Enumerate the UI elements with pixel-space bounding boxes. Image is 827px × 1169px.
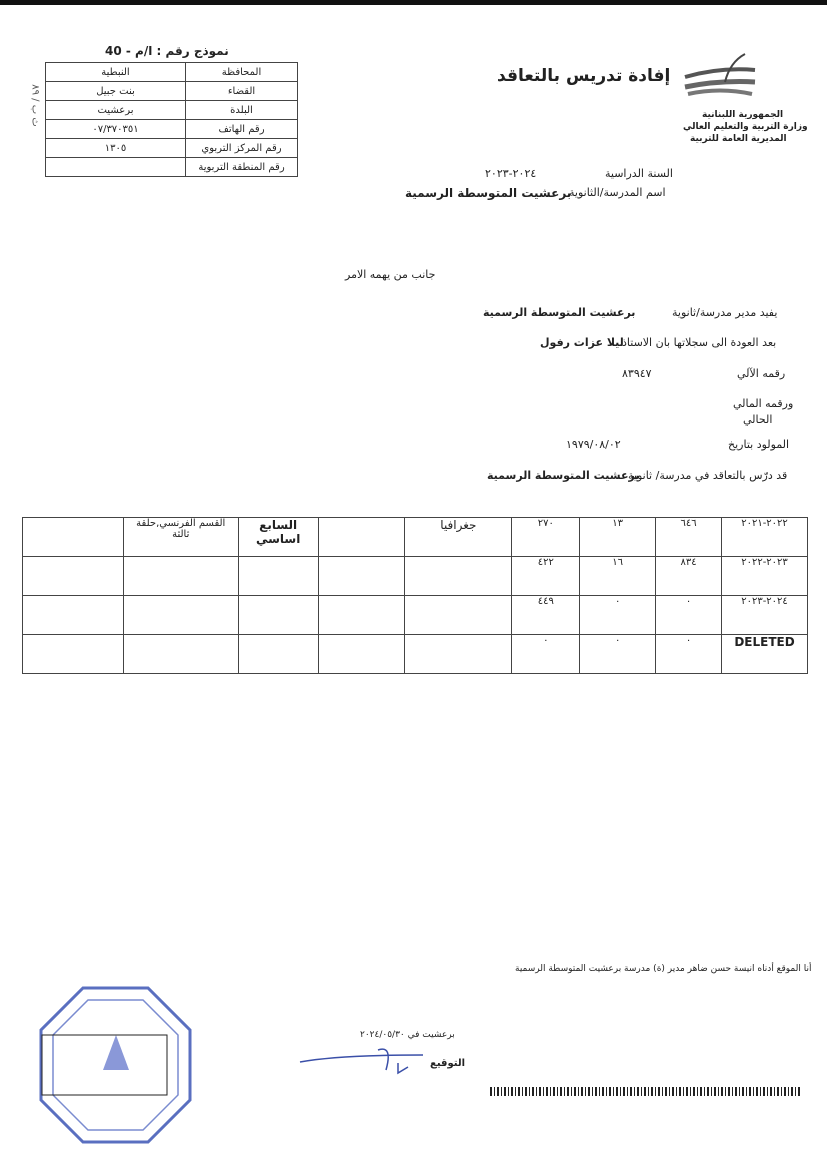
info-label: رقم المنطقة التربوية [186,158,298,177]
table-cell [405,557,512,596]
table-cell [23,596,124,635]
academic-year-label: السنة الدراسية [605,167,673,180]
table-cell [123,557,238,596]
school-value: برعشيت المتوسطة الرسمية [405,186,572,200]
teacher-name: ليلا عزات رفول [540,336,624,349]
official-stamp-icon [38,985,193,1145]
academic-year-value: ٢٠٢٤-٢٠٢٣ [485,167,537,180]
scan-edge [0,0,827,5]
table-cell [318,635,405,674]
table-cell [23,557,124,596]
info-value [46,158,186,177]
ministry-line-1: الجمهورية اللبنانية [702,110,784,120]
table-cell: ٢٠٢٤-٢٠٢٣ [722,596,808,635]
table-row [23,635,808,674]
table-row [23,518,808,557]
info-label: المحافظة [186,63,298,82]
declaration: أنا الموقع أدناه انيسة حسن ضاهر مدير (ة) مدرسة برعشيت المتوسطة الرسمية [515,964,812,974]
table-row [23,596,808,635]
ministry-line-3: المديرية العامة للتربية [690,134,787,144]
signature-icon [298,1045,428,1075]
table-cell: ٤٢٢ [512,557,580,596]
taught-at-label: قد درّس بالتعاقد في مدرسة/ ثانوية [628,469,788,482]
table-cell [405,635,512,674]
table-cell: ٦٤٦ [656,518,722,557]
info-row [46,63,298,82]
table-cell [405,596,512,635]
table-cell [238,635,318,674]
info-row [46,82,298,101]
table-cell: ٠ [656,596,722,635]
school-label: اسم المدرسة/الثانوية [569,186,666,199]
table-cell: ١٦ [580,557,656,596]
table-cell: القسم الفرنسي,حلقة ثالثة [123,518,238,557]
side-note: ث ب / ٨٩ [29,84,41,127]
signature-label: التوقيع [430,1058,465,1069]
table-cell [123,596,238,635]
taught-at-school: برعشيت المتوسطة الرسمية [487,469,640,482]
info-label: رقم المركز التربوي [186,139,298,158]
table-cell: ٨٣٤ [656,557,722,596]
table-cell: ٠ [580,596,656,635]
table-cell: ٤٤٩ [512,596,580,635]
info-value: ٠٧/٣٧٠٣٥١ [46,120,186,139]
info-label: رقم الهاتف [186,120,298,139]
table-cell: ٠ [656,635,722,674]
table-cell: جغرافيا [405,518,512,557]
form-number: نموذج رقم : ا/م - 40 [105,44,229,58]
birth-date-value: ١٩٧٩/٠٨/٠٢ [566,438,621,451]
ministry-logo-icon [680,52,760,102]
info-table [45,62,298,177]
info-value: ١٣٠٥ [46,139,186,158]
table-cell [318,518,405,557]
info-row [46,139,298,158]
table-cell [318,557,405,596]
info-label: القضاء [186,82,298,101]
director-label: يفيد مدير مدرسة/ثانوية [672,306,778,319]
ministry-line-2: وزارة التربية والتعليم العالي [683,122,808,132]
table-cell [318,596,405,635]
table-cell [238,596,318,635]
table-cell [23,635,124,674]
table-row [23,557,808,596]
info-row [46,101,298,120]
barcode [490,1087,800,1096]
table-cell: ٠ [512,635,580,674]
info-value: بنت جبيل [46,82,186,101]
table-cell: ١٣ [580,518,656,557]
teaching-history-table [22,517,808,674]
director-school: برعشيت المتوسطة الرسمية [483,306,636,319]
records-label: بعد العودة الى سجلاتها بان الاستاذ [622,336,777,349]
table-cell [238,557,318,596]
financial-number-label: ورقمه المالي [733,397,794,410]
table-cell: ٢٠٢٣-٢٠٢٢ [722,557,808,596]
place-date: برعشيت في ٢٠٢٤/٠٥/٣٠ [360,1030,455,1040]
table-cell: ٢٧٠ [512,518,580,557]
addressee: جانب من يهمه الامر [345,268,436,281]
financial-number-label-2: الحالي [743,413,773,426]
info-row [46,120,298,139]
table-cell: ٢٠٢٢-٢٠٢١ [722,518,808,557]
info-value: النبطية [46,63,186,82]
birth-date-label: المولود بتاريخ [728,438,790,451]
auto-number-value: ٨٣٩٤٧ [622,367,652,380]
info-value: برعشيت [46,101,186,120]
info-row [46,158,298,177]
table-cell [123,635,238,674]
page-title: إفادة تدريس بالتعاقد [497,66,671,86]
auto-number-label: رقمه الآلي [737,367,786,380]
info-label: البلدة [186,101,298,120]
table-cell: السابع اساسي [238,518,318,557]
table-cell: DELETED [722,635,808,674]
table-cell: ٠ [580,635,656,674]
table-cell [23,518,124,557]
